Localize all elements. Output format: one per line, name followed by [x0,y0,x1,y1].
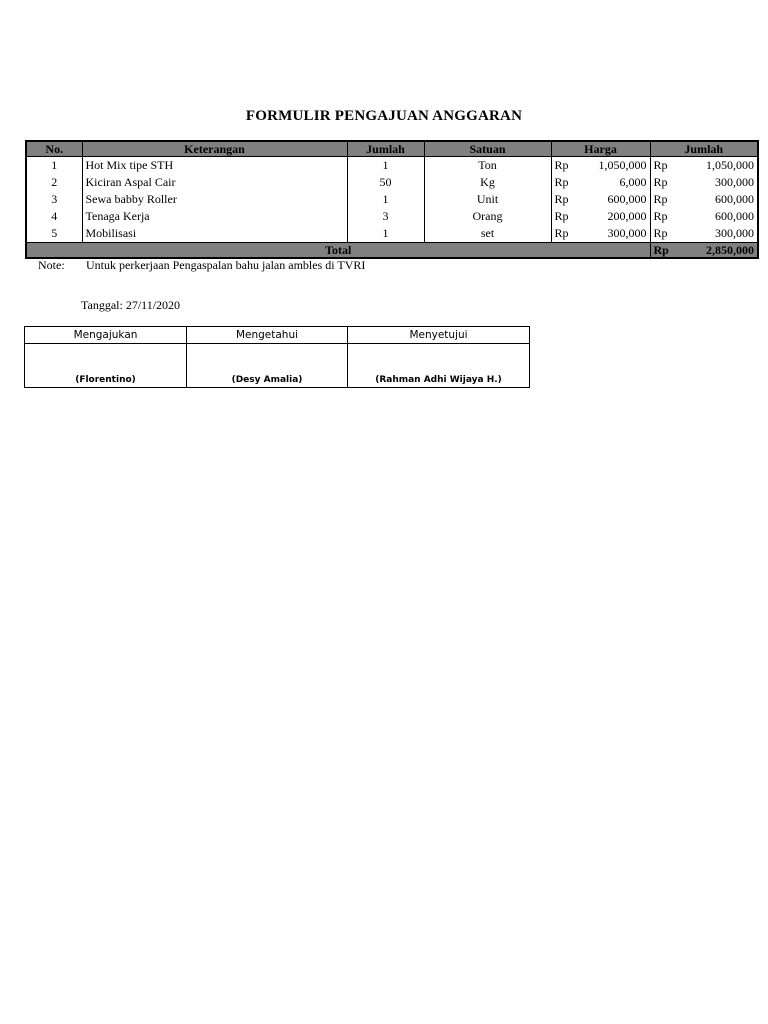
row-keterangan: Hot Mix tipe STH [82,157,347,175]
row-no: 1 [26,157,82,175]
form-title: FORMULIR PENGAJUAN ANGGARAN [245,108,523,124]
row-no: 4 [26,208,82,225]
note-label: Note: [38,258,65,272]
table-row [26,174,758,191]
header-keterangan: Keterangan [82,141,347,157]
total-row [26,243,758,259]
header-jumlah-total: Jumlah [650,141,758,157]
row-jumlah-currency: Rp [650,225,677,243]
header-jumlah-qty: Jumlah [347,141,424,157]
row-qty: 1 [347,225,424,243]
row-jumlah: 600,000 [677,208,758,225]
row-keterangan: Kiciran Aspal Cair [82,174,347,191]
signature-name-mengajukan: (Florentino) [25,344,187,388]
row-harga: 600,000 [578,191,650,208]
table-header-row [26,141,758,157]
note-text: Untuk perkerjaan Pengaspalan bahu jalan ambles di TVRI [86,258,366,272]
row-satuan: Orang [424,208,551,225]
row-satuan: set [424,225,551,243]
signature-header-menyetujui: Menyetujui [348,327,530,344]
row-harga-currency: Rp [551,174,578,191]
signature-header-mengajukan: Mengajukan [25,327,187,344]
row-jumlah-currency: Rp [650,157,677,175]
header-no: No. [26,141,82,157]
date-line [81,298,180,313]
row-keterangan: Sewa babby Roller [82,191,347,208]
row-no: 5 [26,225,82,243]
signature-header-row [25,327,530,344]
row-jumlah: 300,000 [677,174,758,191]
row-qty: 50 [347,174,424,191]
row-harga-currency: Rp [551,225,578,243]
signature-name-row [25,344,530,388]
row-satuan: Kg [424,174,551,191]
date-label: Tanggal: [81,298,123,312]
row-qty: 1 [347,191,424,208]
row-jumlah: 1,050,000 [677,157,758,175]
signature-header-mengetahui: Mengetahui [187,327,348,344]
table-row [26,191,758,208]
table-row [26,157,758,175]
table-row [26,225,758,243]
row-harga-currency: Rp [551,208,578,225]
signature-table [24,326,530,388]
date-value: 27/11/2020 [125,298,181,312]
row-jumlah: 300,000 [677,225,758,243]
row-jumlah: 600,000 [677,191,758,208]
row-harga-currency: Rp [551,191,578,208]
row-satuan: Unit [424,191,551,208]
row-no: 2 [26,174,82,191]
signature-name-mengetahui: (Desy Amalia) [187,344,348,388]
budget-table [25,140,759,259]
row-qty: 3 [347,208,424,225]
row-harga-currency: Rp [551,157,578,175]
table-row [26,208,758,225]
row-keterangan: Tenaga Kerja [82,208,347,225]
row-jumlah-currency: Rp [650,208,677,225]
row-harga: 300,000 [578,225,650,243]
row-jumlah-currency: Rp [650,191,677,208]
row-qty: 1 [347,157,424,175]
row-harga: 6,000 [578,174,650,191]
header-harga: Harga [551,141,650,157]
row-jumlah-currency: Rp [650,174,677,191]
total-value: 2,850,000 [677,243,758,259]
row-satuan: Ton [424,157,551,175]
row-keterangan: Mobilisasi [82,225,347,243]
signature-name-menyetujui: (Rahman Adhi Wijaya H.) [348,344,530,388]
row-no: 3 [26,191,82,208]
row-harga: 200,000 [578,208,650,225]
total-label: Total [26,243,650,259]
row-harga: 1,050,000 [578,157,650,175]
total-currency: Rp [650,243,677,259]
header-satuan: Satuan [424,141,551,157]
